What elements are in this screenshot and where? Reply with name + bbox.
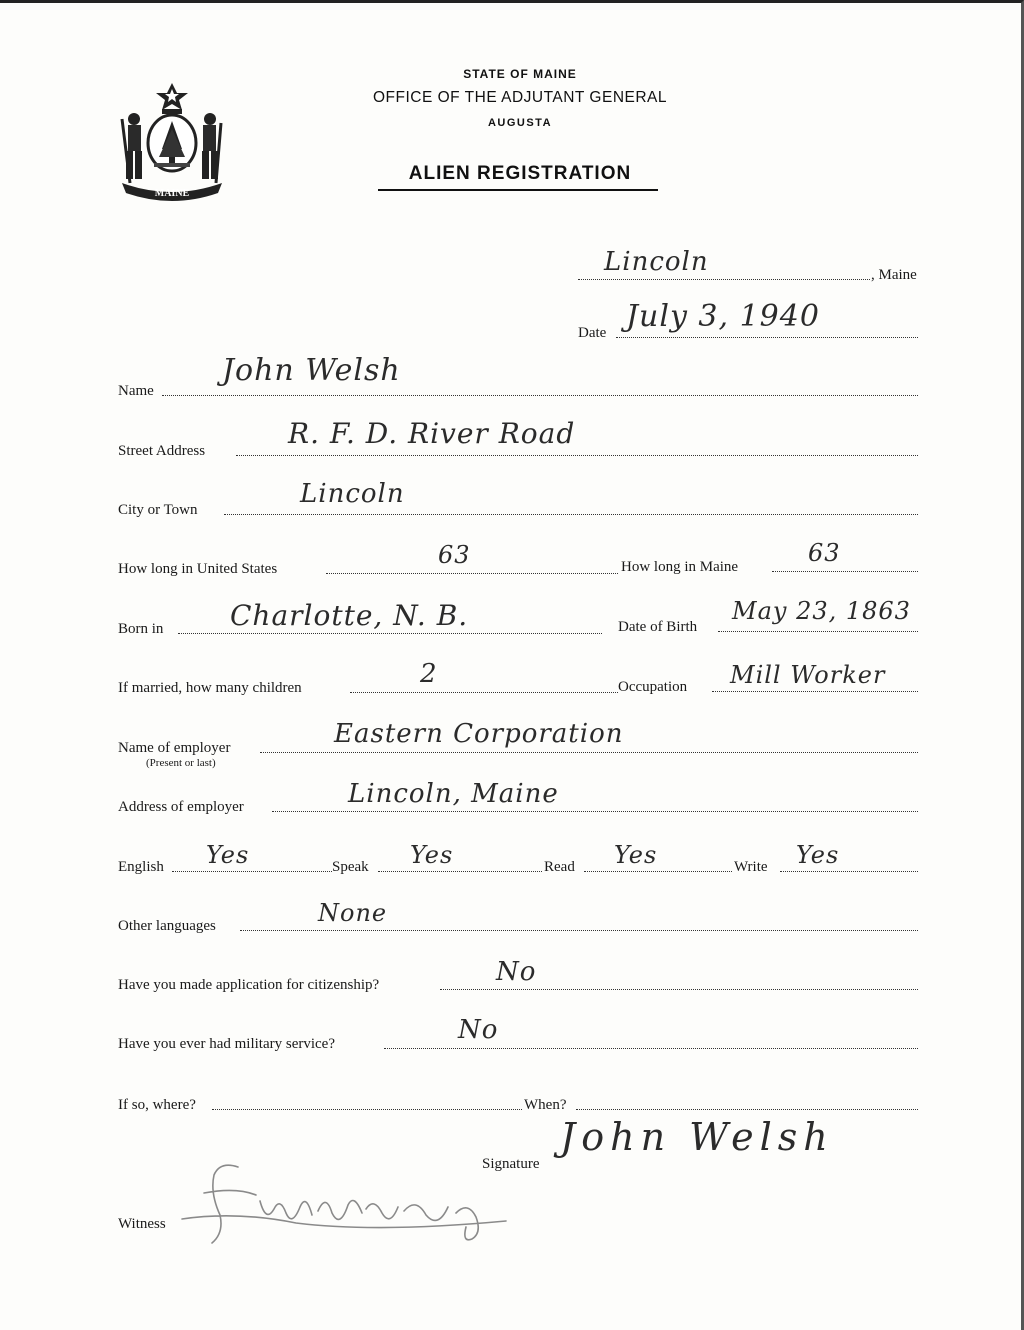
occupation-label: Occupation (618, 679, 688, 695)
employer-line (260, 752, 918, 753)
employer-label: Name of employer (118, 740, 231, 756)
speak-value[interactable]: Yes (410, 841, 454, 869)
name-line (162, 395, 918, 396)
witness-label: Witness (118, 1216, 166, 1232)
read-label: Read (544, 859, 575, 875)
date-value[interactable]: July 3, 1940 (626, 299, 820, 334)
signature-label: Signature (482, 1156, 540, 1172)
children-label: If married, how many children (118, 680, 302, 696)
employer-address-label: Address of employer (118, 799, 244, 815)
employer-value[interactable]: Eastern Corporation (334, 719, 624, 749)
citizenship-value[interactable]: No (496, 957, 537, 987)
speak-label: Speak (332, 859, 369, 875)
speak-line (378, 871, 542, 872)
occupation-line (712, 691, 918, 692)
place-suffix: , Maine (871, 267, 917, 283)
where-label: If so, where? (118, 1097, 196, 1113)
other-languages-value[interactable]: None (318, 899, 388, 927)
citizenship-label: Have you made application for citizenship? (118, 977, 380, 993)
other-languages-line (240, 930, 918, 931)
military-value[interactable]: No (458, 1015, 499, 1045)
state-heading: STATE OF MAINE (463, 67, 577, 81)
dob-label: Date of Birth (618, 619, 698, 635)
english-label: English (118, 859, 164, 875)
employer-sublabel: (Present or last) (146, 757, 216, 769)
city-line (224, 514, 918, 515)
signature-value[interactable]: John Welsh (560, 1115, 834, 1159)
read-line (584, 871, 732, 872)
maine-years-line (772, 571, 918, 572)
when-line (576, 1109, 918, 1110)
born-label: Born in (118, 621, 164, 637)
seal-banner-text: MAINE (154, 188, 190, 199)
employer-address-value[interactable]: Lincoln, Maine (348, 779, 559, 809)
children-line (350, 692, 618, 693)
witness-signature (176, 1153, 516, 1249)
city-heading: AUGUSTA (487, 117, 553, 129)
date-line (616, 337, 918, 338)
other-languages-label: Other languages (118, 918, 216, 934)
children-value[interactable]: 2 (420, 659, 438, 689)
name-value[interactable]: John Welsh (222, 353, 401, 388)
us-years-label: How long in United States (118, 561, 278, 577)
write-value[interactable]: Yes (796, 841, 840, 869)
dob-value[interactable]: May 23, 1863 (732, 597, 911, 625)
us-years-line (326, 573, 618, 574)
maine-years-value[interactable]: 63 (808, 539, 841, 567)
born-value[interactable]: Charlotte, N. B. (230, 599, 469, 632)
military-label: Have you ever had military service? (118, 1036, 335, 1052)
date-label: Date (578, 325, 607, 341)
name-label: Name (118, 383, 154, 399)
military-line (384, 1048, 918, 1049)
street-value[interactable]: R. F. D. River Road (288, 417, 576, 450)
where-line (212, 1109, 522, 1110)
street-label: Street Address (118, 443, 206, 459)
write-line (780, 871, 918, 872)
city-value[interactable]: Lincoln (300, 479, 405, 509)
citizenship-line (440, 989, 918, 990)
employer-address-line (272, 811, 918, 812)
english-line (172, 871, 332, 872)
street-line (236, 455, 918, 456)
when-label: When? (524, 1097, 567, 1113)
form-title: ALIEN REGISTRATION (408, 163, 632, 184)
place-value[interactable]: Lincoln (604, 247, 709, 277)
occupation-value[interactable]: Mill Worker (730, 661, 886, 689)
place-line (578, 279, 870, 280)
write-label: Write (734, 859, 768, 875)
city-label: City or Town (118, 502, 198, 518)
office-heading: OFFICE OF THE ADJUTANT GENERAL (372, 89, 668, 106)
read-value[interactable]: Yes (614, 841, 658, 869)
maine-years-label: How long in Maine (621, 559, 739, 575)
english-value[interactable]: Yes (206, 841, 250, 869)
us-years-value[interactable]: 63 (438, 541, 471, 569)
born-line (178, 633, 602, 634)
maine-state-seal-icon (118, 79, 226, 203)
title-underline (378, 189, 658, 191)
dob-line (718, 631, 918, 632)
